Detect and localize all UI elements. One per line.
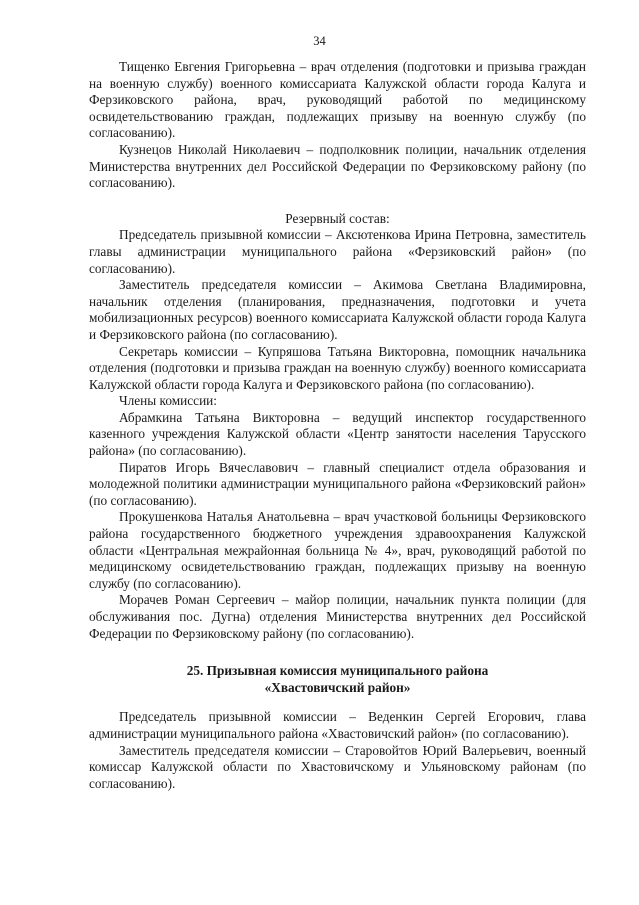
paragraph-members-label: Члены комиссии: (119, 393, 217, 409)
reserve-heading: Резервный состав: (285, 210, 390, 226)
paragraph-reserve-chairman: Председатель призывной комиссии – Аксютенкова Ирина Петровна, заместитель главы администрации муниципального района «Ферзиковский район» (по согласованию). (89, 227, 586, 276)
paragraph-member-prokushenkova: Прокушенкова Наталья Анатольевна – врач участковой больницы Ферзиковского района государственного бюджетного учреждения здравоохранения Калужской области «Центральная межрайонная больница № 4», врач, руководящий работой по медицинскому освидетельствованию граждан, подлежащих призыву на военную службу (по согласованию). (89, 509, 586, 591)
section-heading-line2: «Хвастовичский район» (264, 679, 411, 695)
spacer (89, 192, 586, 211)
paragraph-section-deputy: Заместитель председателя комиссии – Старовойтов Юрий Валерьевич, военный комиссар Калужской области по Хвастовичскому и Ульяновскому районам (по согласованию). (89, 742, 586, 791)
section-heading (89, 663, 586, 696)
section-heading-line1: 25. Призывная комиссия муниципального района (186, 663, 489, 679)
page-number: 34 (313, 34, 326, 48)
paragraph-kuznetsov: Кузнецов Николай Николаевич – подполковник полиции, начальник отделения Министерства внутренних дел Российской Федерации по Ферзиковскому району (по согласованию). (89, 141, 586, 191)
paragraph-member-abramkina: Абрамкина Татьяна Викторовна – ведущий инспектор государственного казенного учреждения Калужской области «Центр занятости населения Тарусского района» (по согласованию). (89, 409, 586, 459)
paragraph-section-chairman: Председатель призывной комиссии – Веденкин Сергей Егорович, глава администрации муниципального района «Хвастовичский район» (по согласованию). (89, 709, 586, 741)
paragraph-tishchenko: Тищенко Евгения Григорьевна – врач отделения (подготовки и призыва граждан на военную службу) военного комиссариата Калужской области города Калуга и Ферзиковского района, врач, руководящий работой по медицинскому освидетельствованию граждан, подлежащих призыву на военную службу (по согласованию). (89, 59, 586, 141)
paragraph-member-morachev: Морачев Роман Сергеевич – майор полиции, начальник пункта полиции (для обслуживания пос. Дугна) отделения Министерства внутренних дел Российской Федерации по Ферзиковскому району (по согласованию). (89, 592, 586, 641)
document-body (89, 59, 586, 792)
spacer (89, 642, 586, 663)
paragraph-reserve-secretary: Секретарь комиссии – Купряшова Татьяна Викторовна, помощник начальника отделения (подготовки и призыва граждан на военную службу) военного комиссариата Калужской области города Калуга и Ферзиковского района (по согласованию). (89, 343, 586, 392)
spacer (89, 696, 586, 709)
paragraph-reserve-deputy: Заместитель председателя комиссии – Акимова Светлана Владимировна, начальник отделения (планирования, предназначения, подготовки и учета мобилизационных ресурсов) военного комиссариата Калужской области города Калуга и Ферзиковского района (по согласованию). (89, 277, 586, 342)
paragraph-member-piratov: Пиратов Игорь Вячеславович – главный специалист отдела образования и молодежной политики администрации муниципального района «Ферзиковский район» (по согласованию). (89, 459, 586, 508)
